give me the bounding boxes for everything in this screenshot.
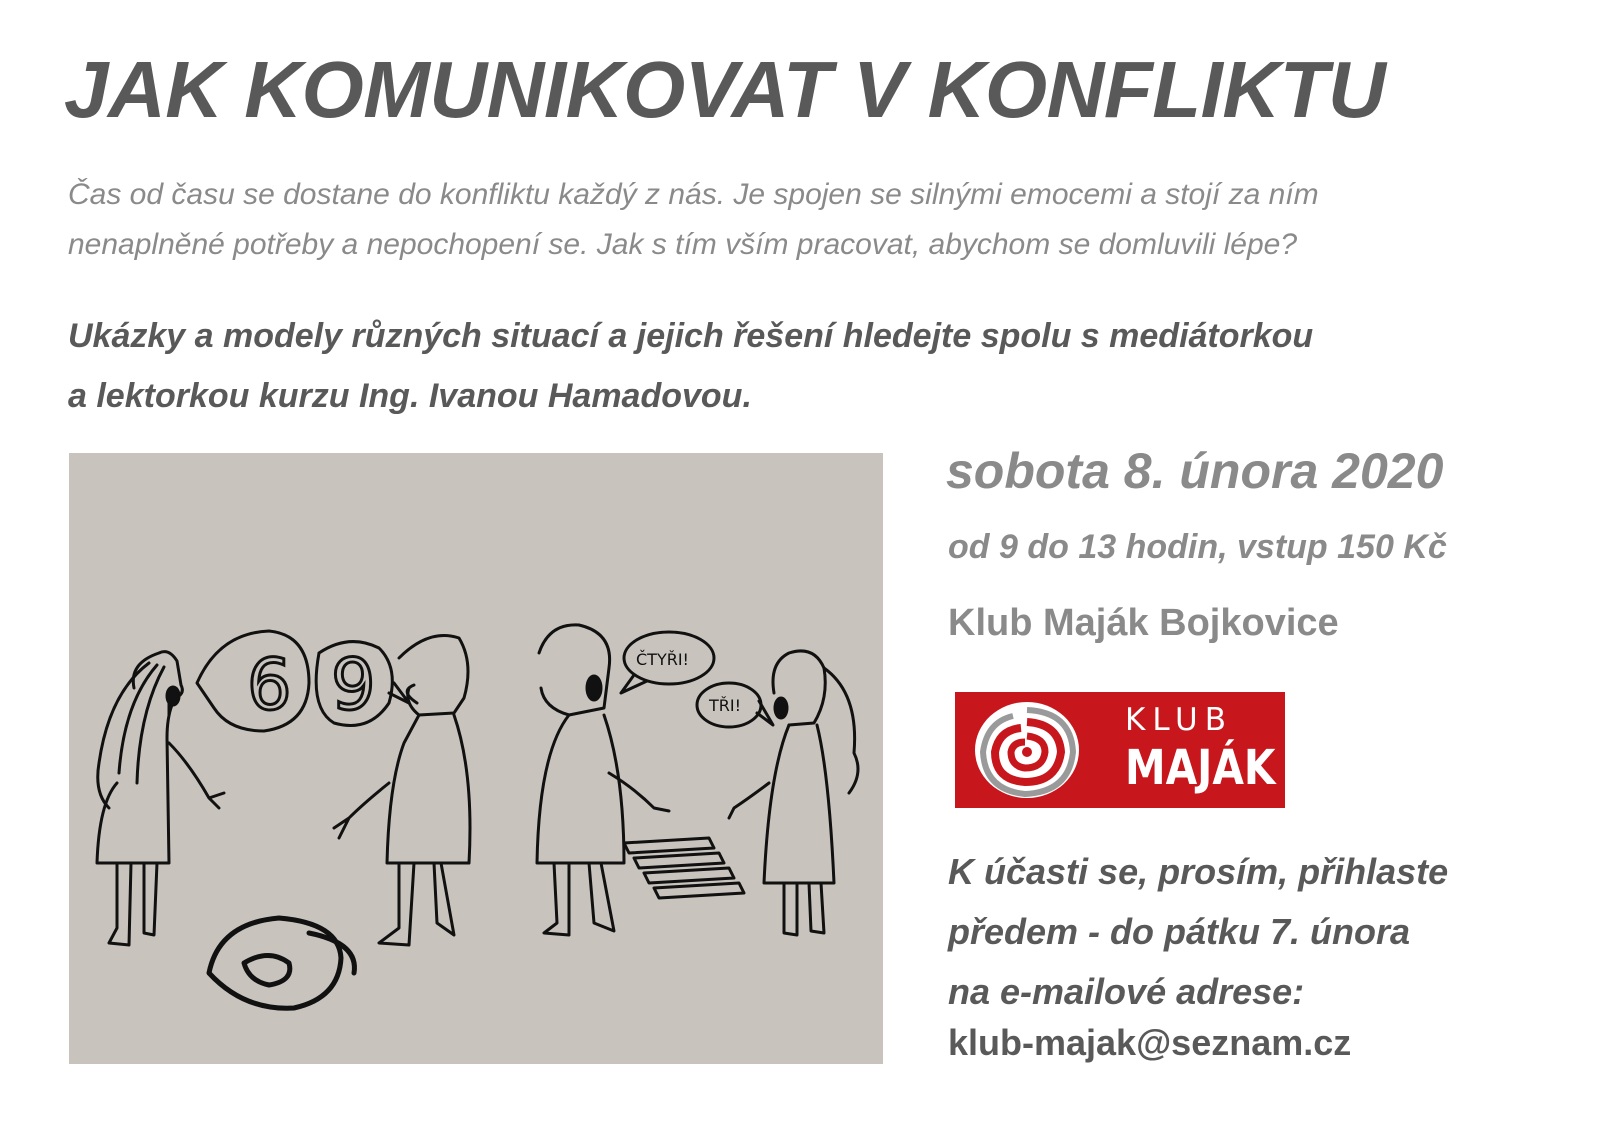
cartoon-drawing <box>69 453 883 1064</box>
intro-line: nenaplněné potřeby a nepochopení se. Jak s tím vším pracovat, abychom se domluvili lépe? <box>68 228 1298 261</box>
event-time: od 9 do 13 hodin, vstup 150 Kč <box>948 528 1447 566</box>
event-venue: Klub Maják Bojkovice <box>948 602 1339 644</box>
lighthouse-swirl-icon <box>969 696 1085 804</box>
klub-majak-logo <box>955 692 1285 808</box>
floor-number-figure <box>209 918 354 1008</box>
bubble-ctyri-text: ČTYŘI! <box>636 650 689 669</box>
bubble-9-text: 9 <box>331 644 376 726</box>
speech-bubbles-words <box>621 632 773 727</box>
page-title: JAK KOMUNIKOVAT V KONFLIKTU <box>64 45 1386 134</box>
lead-line: Ukázky a modely různých situací a jejich řešení hledejte spolu s mediátorkou <box>68 317 1314 355</box>
speech-bubbles-numbers <box>197 631 409 731</box>
logo-text-majak: MAJÁK <box>1125 740 1276 796</box>
intro-text <box>68 170 1548 270</box>
floor-sticks-figure <box>624 838 744 898</box>
contact-email: klub-majak@seznam.cz <box>948 1022 1352 1063</box>
lead-text <box>68 306 1568 426</box>
bubble-6-text: 6 <box>247 644 292 726</box>
registration-line: předem - do pátku 7. února <box>948 911 1411 952</box>
lead-line: a lektorkou kurzu Ing. Ivanou Hamadovou. <box>68 377 752 415</box>
woman-right-figure <box>729 651 858 935</box>
registration-text <box>948 842 1448 1022</box>
registration-line: na e-mailové adrese: <box>948 971 1305 1012</box>
logo-text-klub: KLUB <box>1125 702 1234 738</box>
cartoon-illustration <box>69 453 883 1064</box>
man-right-figure <box>537 625 669 935</box>
intro-line: Čas od času se dostane do konfliktu každý z nás. Je spojen se silnými emocemi a stojí za ním <box>68 178 1319 211</box>
registration-line: K účasti se, prosím, přihlaste <box>948 851 1449 892</box>
bubble-tri-text: TŘI! <box>709 696 742 715</box>
event-date: sobota 8. února 2020 <box>946 443 1444 499</box>
